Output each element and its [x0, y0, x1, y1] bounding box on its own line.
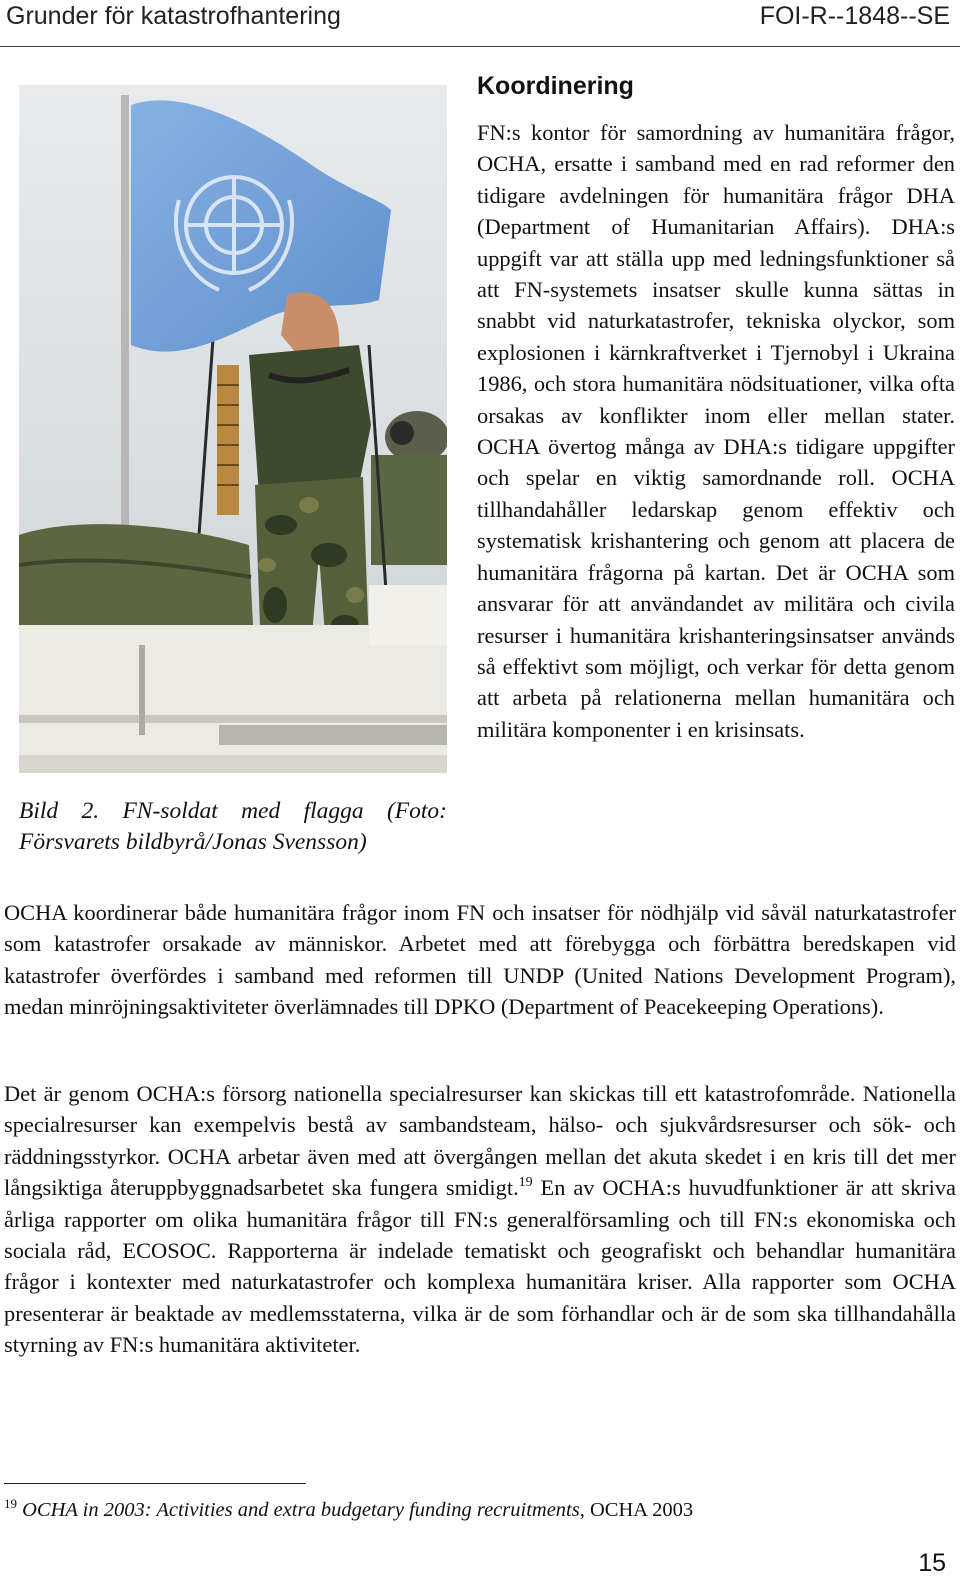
un-soldier-photo: [19, 85, 447, 773]
footnote-reference[interactable]: 19: [518, 1175, 533, 1191]
paragraph-text: Det är genom OCHA:s försorg nationella specialresurser kan skickas till ett katastrofområde. Nationella specialresurser kan exempelvis bestå av sambandsteam, hälso- och sjukvårdsresurser och sök- och räddningsstyrkor. OCHA arbetar även med att övergången mellan det akuta skedet i en kris till det mer långsiktiga återuppbyggnadsarbetet ska fungera smidigt.: [4, 1081, 956, 1201]
footnote-source: , OCHA 2003: [579, 1499, 694, 1521]
header-rule: [0, 46, 960, 47]
footnote: [4, 1496, 693, 1524]
footnote-title: OCHA in 2003: Activities and extra budgetary funding recruitments: [22, 1499, 580, 1521]
body-paragraph-2: [4, 1078, 956, 1361]
figure-caption: Bild 2. FN-soldat med flagga (Foto: Försvarets bildbyrå/Jonas Svensson): [19, 798, 447, 855]
section-heading: Koordinering: [477, 72, 634, 100]
footnote-number: 19: [4, 1496, 17, 1511]
running-header-title: Grunder för katastrofhantering: [6, 2, 341, 30]
report-number: FOI-R--1848--SE: [759, 2, 950, 30]
paragraph-text-continued: En av OCHA:s huvudfunktioner är att skriva årliga rapporter om olika humanitära frågor till FN:s generalförsamling och till FN:s ekonomiska och sociala råd, ECOSOC. Rapporterna är indelade tematiskt och geografiskt och behandlar humanitära frågor i kontexter med naturkatastrofer och komplexa humanitära kriser. Alla rapporter som OCHA presenterar är beaktade av medlemsstaterna, vilka är de som förhandlar och är de som ska tillhandahålla styrning av FN:s humanitära aktiviteter.: [4, 1175, 956, 1358]
page-number: 15: [918, 1549, 946, 1577]
footnote-rule: [4, 1483, 306, 1484]
body-paragraph-1: OCHA koordinerar både humanitära frågor inom FN och insatser för nödhjälp vid såväl naturkatastrofer som katastrofer orsakade av människor. Arbetet med att förebygga och förbättra beredskapen vid katastrofer överfördes i samband med reformen till UNDP (United Nations Development Program), medan minröjningsaktiviteter överlämnades till DPKO (Department of Peacekeeping Operations).: [4, 900, 956, 1020]
coordination-paragraph: FN:s kontor för samordning av humanitära frågor, OCHA, ersatte i samband med en rad reformer den tidigare avdelningen för humanitära frågor DHA (Department of Humanitarian Affairs). DHA:s uppgift var att ställa upp med ledningsfunktioner så att FN-systemets insatser skulle kunna sättas in snabbt vid naturkatastrofer, tekniska olyckor, som explosionen i kärnkraftverket i Tjernobyl i Ukraina 1986, och stora humanitära nödsituationer, vilka ofta orsakas av konflikter inom eller mellan stater. OCHA övertog många av DHA:s tidigare uppgifter och spelar en viktig samordnande roll. OCHA tillhandahåller ledarskap genom effektiv och systematisk krishantering och genom att placera de humanitära frågorna på kartan. Det är OCHA som ansvarar för att användandet av militära och civila resurser i humanitära krishanteringsinsatser används så effektivt som möjligt, och verkar för detta genom att arbeta på relationerna mellan humanitära och militära komponenter i en krisinsats.: [477, 120, 955, 742]
